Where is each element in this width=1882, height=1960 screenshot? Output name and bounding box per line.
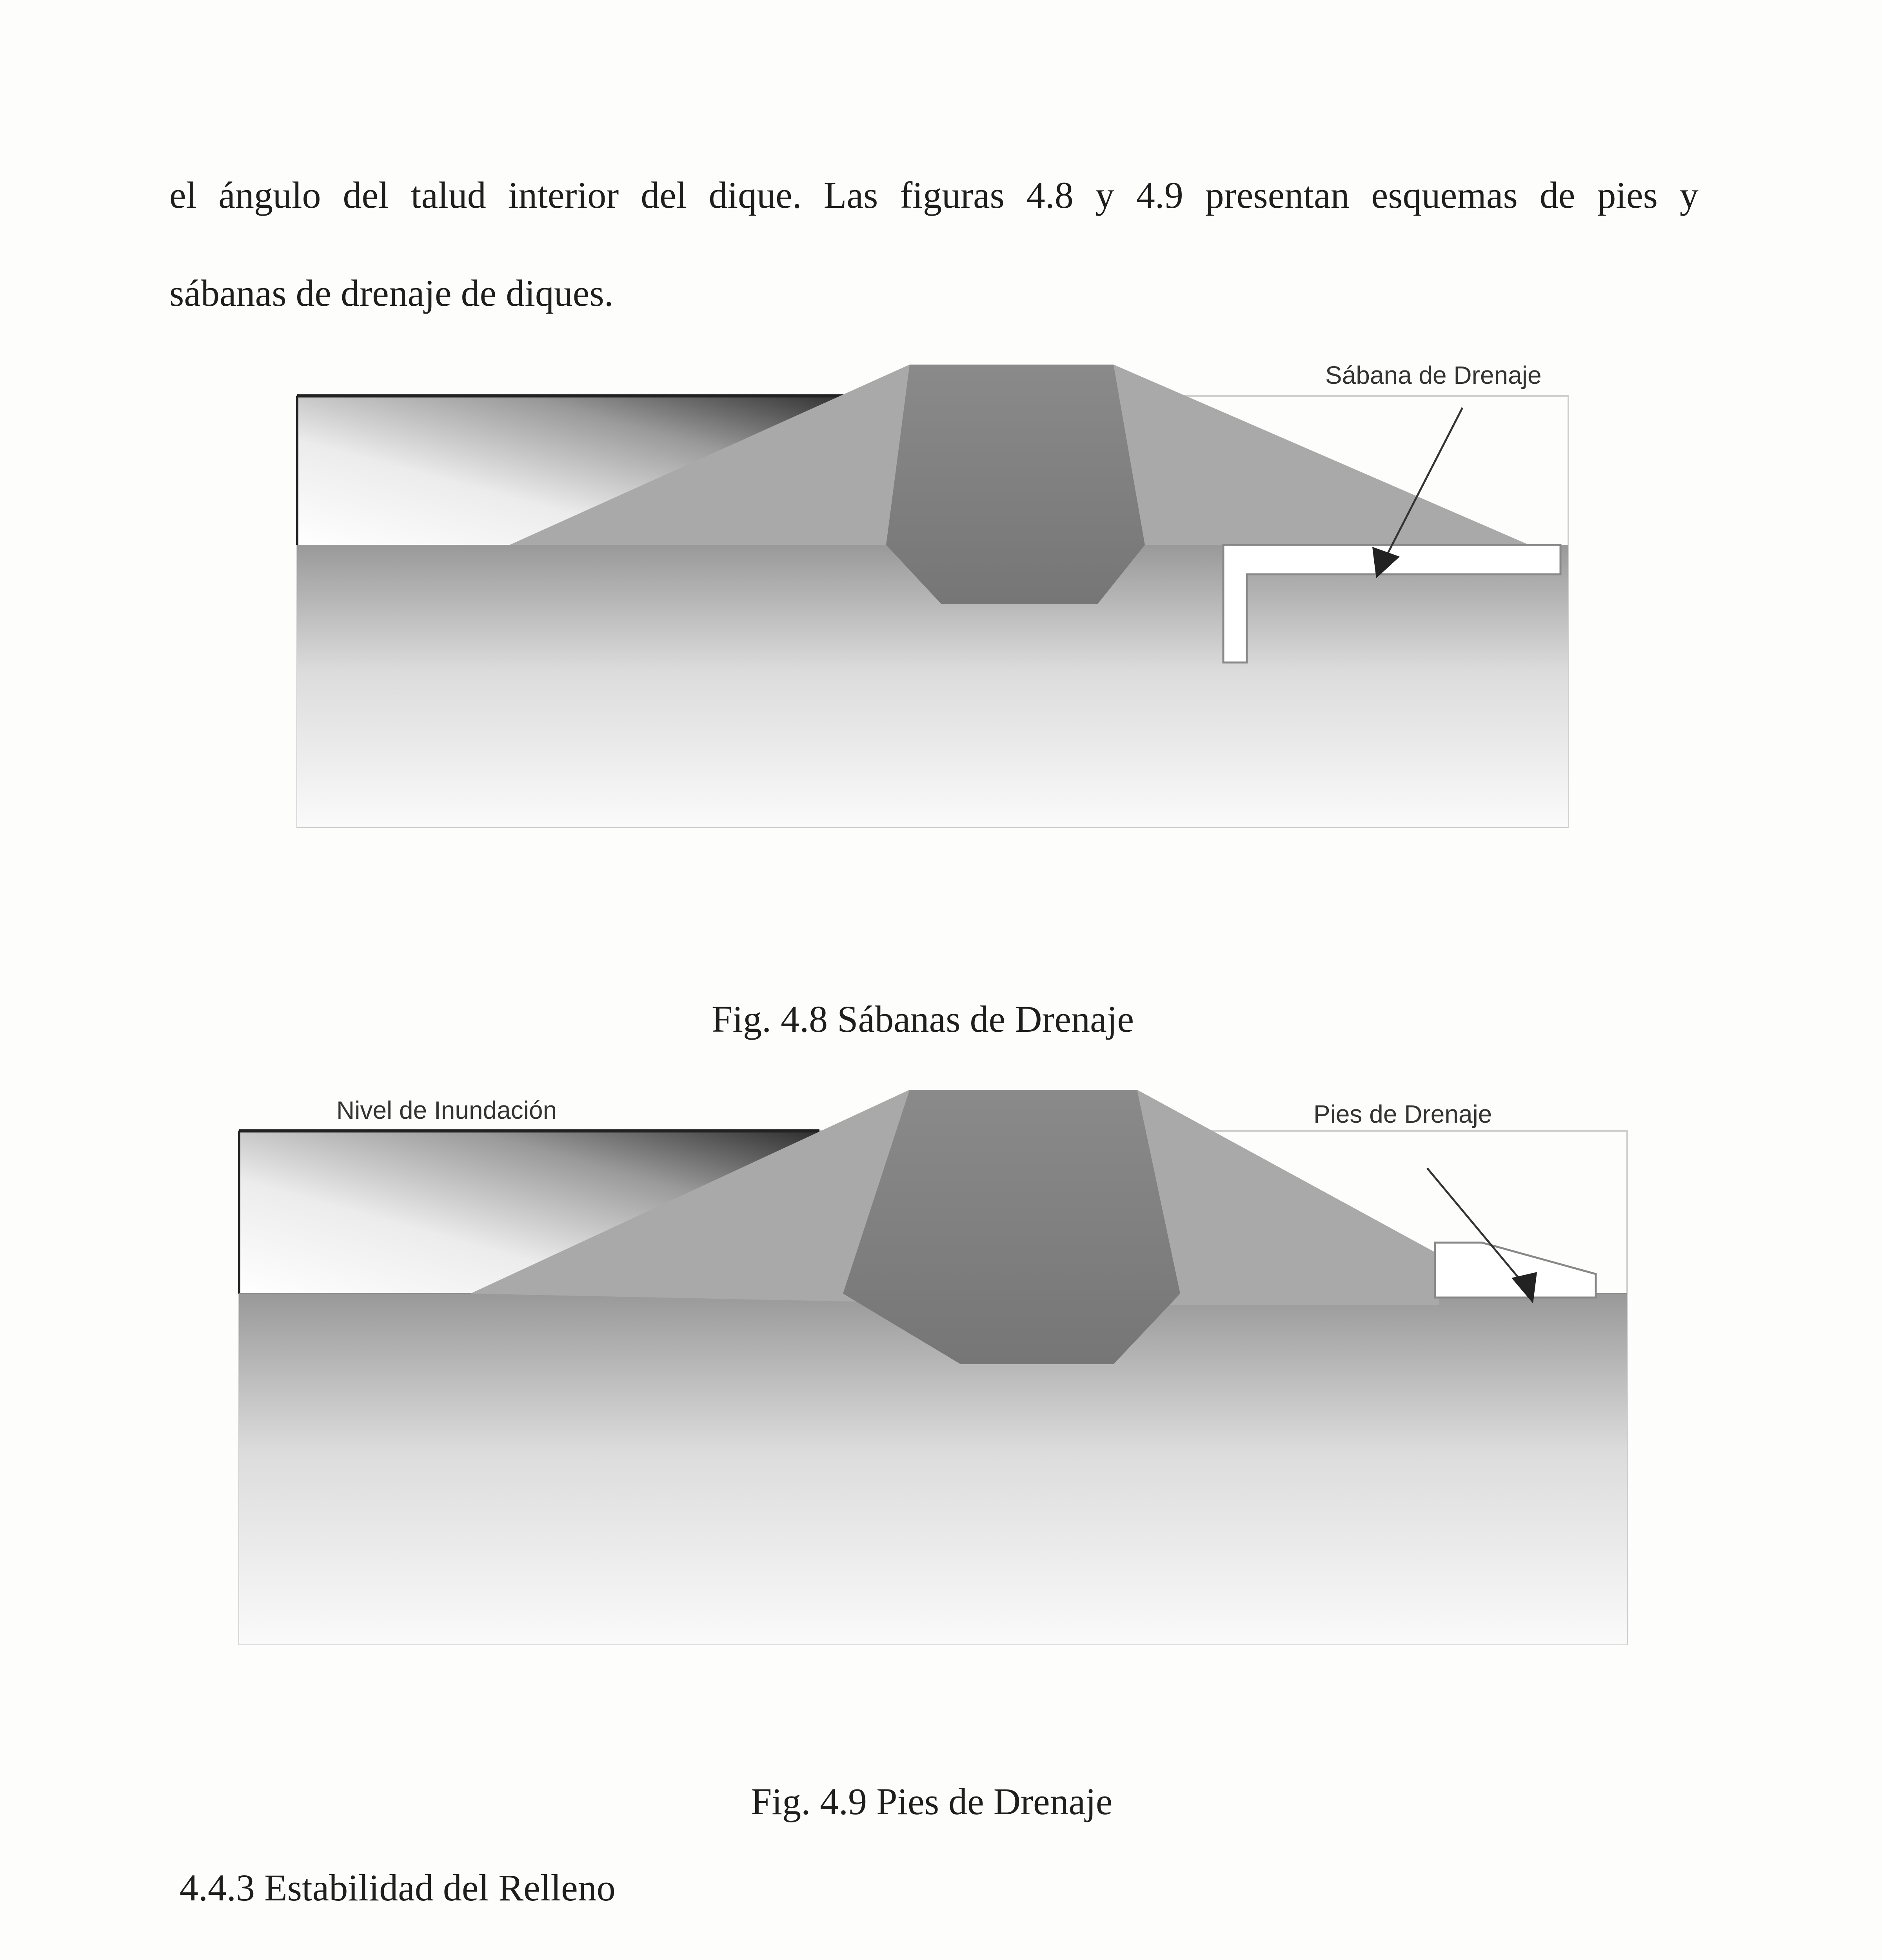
figure-4-8 <box>290 353 1576 870</box>
caption-fig-4-9: Fig. 4.9 Pies de Drenaje <box>751 1780 1113 1822</box>
section-heading: 4.4.3 Estabilidad del Relleno <box>180 1867 616 1909</box>
label-nivel-inundacion: Nivel de Inundación <box>336 1096 557 1124</box>
impervious-core <box>886 365 1145 604</box>
figure-4-8-diagram <box>290 353 1576 870</box>
figure-4-9 <box>231 1082 1635 1654</box>
intro-line-1: el ángulo del talud interior del dique. Las figuras 4.8 y 4.9 presentan esquemas de pies y <box>169 174 1699 216</box>
label-pies-drenaje: Pies de Drenaje <box>1313 1100 1492 1128</box>
caption-fig-4-8: Fig. 4.8 Sábanas de Drenaje <box>712 998 1134 1040</box>
label-sabana-drenaje: Sábana de Drenaje <box>1325 361 1542 389</box>
drainage-toe <box>1435 1243 1596 1298</box>
intro-line-2: sábanas de drenaje de diques. <box>169 272 614 314</box>
figure-4-9-diagram <box>231 1082 1635 1654</box>
